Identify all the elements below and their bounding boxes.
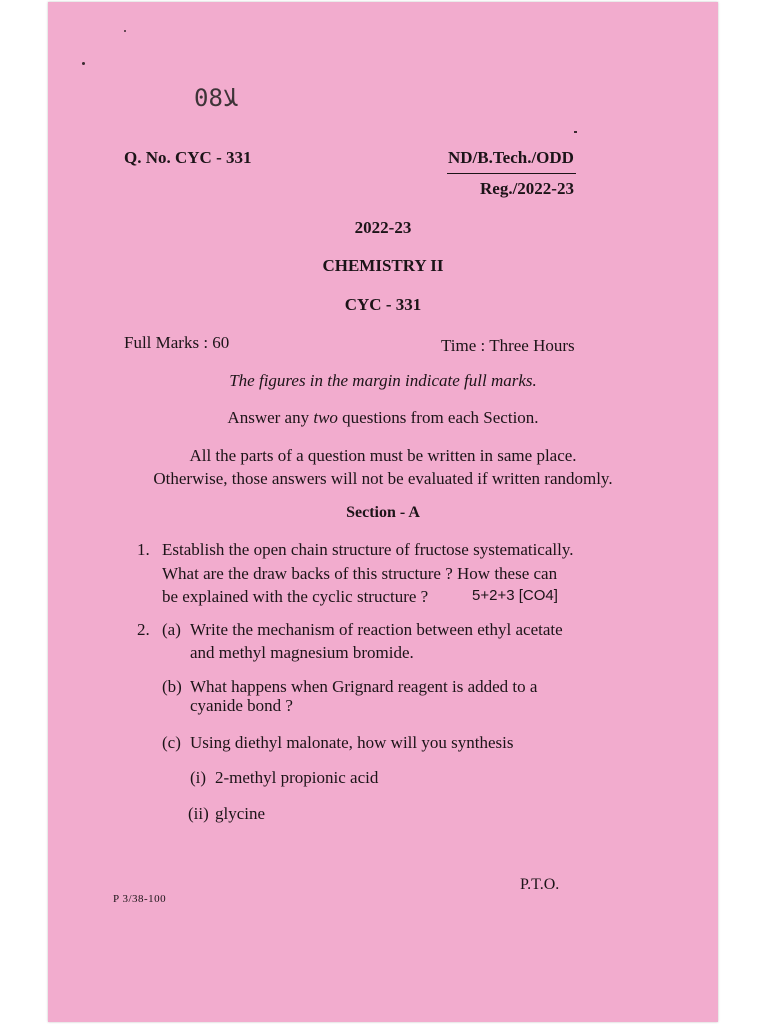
question-2b-line: cyanide bond ?: [190, 696, 293, 715]
answer-emphasis: two: [313, 408, 338, 427]
header-underline: [447, 173, 576, 174]
question-2c-ii-text: glycine: [215, 804, 266, 823]
answer-prefix: Answer any: [227, 408, 314, 427]
question-number: Q. No. CYC - 331: [124, 148, 252, 167]
print-code: P 3/38-100: [113, 893, 167, 905]
question-1-line: What are the draw backs of this structure ? How these can: [162, 564, 558, 583]
question-2c-ii-label: (ii): [188, 804, 209, 823]
answer-suffix: questions from each Section.: [337, 408, 539, 427]
question-2c-text: Using diethyl malonate, how will you synthesis: [190, 733, 514, 752]
margin-note: The figures in the margin indicate full marks.: [229, 371, 537, 390]
exam-code: CYC - 331: [344, 295, 422, 314]
full-marks: Full Marks : 60: [124, 333, 230, 352]
question-2b-line: What happens when Grignard reagent is added to a: [190, 677, 538, 696]
question-1-marks: 5+2+3 [CO4]: [472, 587, 558, 604]
parts-instruction-line-1: All the parts of a question must be written in same place.: [189, 446, 577, 465]
exam-time: Time : Three Hours: [441, 336, 575, 355]
question-2b-label: (b): [162, 677, 182, 696]
question-2c-i-label: (i): [190, 768, 207, 787]
exam-year: 2022-23: [354, 218, 412, 237]
page-turn-over: P.T.O.: [520, 876, 560, 893]
question-1-line: Establish the open chain structure of fructose systematically.: [162, 540, 574, 559]
speck: [82, 62, 85, 65]
exam-subject: CHEMISTRY II: [322, 256, 444, 275]
question-2a-label: (a): [162, 620, 181, 639]
registration-label: Reg./2022-23: [480, 179, 574, 198]
section-title: Section - A: [346, 504, 420, 521]
course-label: ND/B.Tech./ODD: [448, 148, 574, 167]
question-2a-line: and methyl magnesium bromide.: [190, 643, 414, 662]
question-2-number: 2.: [137, 620, 150, 639]
question-2c-i-text: 2-methyl propionic acid: [215, 768, 379, 787]
parts-instruction-line-2: Otherwise, those answers will not be evaluated if written randomly.: [153, 469, 613, 488]
question-2c-label: (c): [162, 733, 181, 752]
serial-number: 08ﻼ: [194, 84, 238, 112]
question-2a-line: Write the mechanism of reaction between ethyl acetate: [190, 620, 563, 639]
answer-instruction: [48, 408, 718, 428]
speck: [124, 30, 126, 32]
question-1-number: 1.: [137, 540, 150, 559]
speck: [574, 131, 577, 133]
question-1-line: be explained with the cyclic structure ?: [162, 587, 429, 606]
